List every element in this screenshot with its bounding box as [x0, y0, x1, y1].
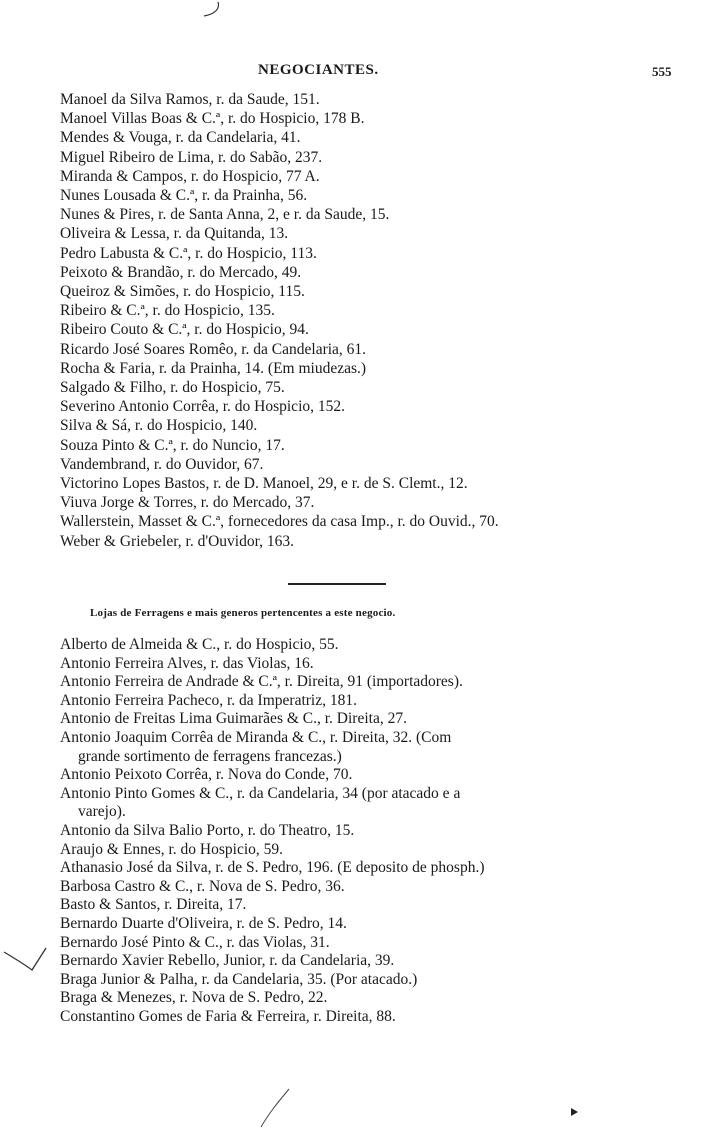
list-item: Nunes & Pires, r. de Santa Anna, 2, e r. da Saude, 15.	[60, 206, 390, 224]
margin-check-mark	[0, 940, 60, 980]
list-item: Bernardo José Pinto & C., r. das Violas, 31.	[60, 933, 330, 951]
entry-continuation: grande sortimento de ferragens francezas.)	[78, 747, 342, 765]
list-item: Ricardo José Soares Romêo, r. da Candelaria, 61.	[60, 340, 367, 358]
list-item: Vandembrand, r. do Ouvidor, 67.	[60, 455, 264, 473]
list-item: Rocha & Faria, r. da Prainha, 14. (Em miudezas.)	[60, 359, 367, 377]
pencil-mark-top	[200, 0, 230, 22]
list-item: Victorino Lopes Bastos, r. de D. Manoel, 29, e r. de S. Clemt., 12.	[60, 475, 468, 493]
list-item	[60, 785, 620, 822]
list-item: Braga Junior & Palha, r. da Candelaria, 35. (Por atacado.)	[60, 970, 418, 988]
list-item: Alberto de Almeida & C., r. do Hospicio, 55.	[60, 636, 339, 653]
pencil-mark-bottom	[255, 1085, 295, 1130]
list-item: Viuva Jorge & Torres, r. do Mercado, 37.	[60, 494, 315, 512]
list-item: Antonio de Freitas Lima Guimarães & C., r. Direita, 27.	[60, 710, 407, 728]
list-item: Athanasio José da Silva, r. de S. Pedro, 196. (E deposito de phosph.)	[60, 859, 485, 877]
list-item: Salgado & Filho, r. do Hospicio, 75.	[60, 379, 285, 397]
list-item: Severino Antonio Corrêa, r. do Hospicio, 152.	[60, 398, 345, 416]
list-item: Antonio Ferreira Pacheco, r. da Imperatriz, 181.	[60, 691, 357, 709]
list-item: Miranda & Campos, r. do Hospicio, 77 A.	[60, 167, 320, 185]
entry-line: Antonio Pinto Gomes & C., r. da Candelaria, 34 (por atacado e a	[60, 784, 461, 802]
list-item: Ribeiro & C.ª, r. do Hospicio, 135.	[60, 302, 275, 320]
list-item: Wallerstein, Masset & C.ª, fornecedores da casa Imp., r. do Ouvid., 70.	[60, 513, 499, 531]
list-item: Basto & Santos, r. Direita, 17.	[60, 896, 247, 914]
list-item: Weber & Griebeler, r. d'Ouvidor, 163.	[60, 532, 295, 550]
list-item: Constantino Gomes de Faria & Ferreira, r. Direita, 88.	[60, 1007, 396, 1025]
ink-speck-bottom-right	[568, 1105, 582, 1119]
list-item: Bernardo Xavier Rebello, Junior, r. da Candelaria, 39.	[60, 952, 395, 970]
section-title: NEGOCIANTES.	[258, 62, 379, 78]
list-item: Manoel Villas Boas & C.ª, r. do Hospicio, 178 B.	[60, 110, 365, 128]
list-item: Mendes & Vouga, r. da Candelaria, 41.	[60, 129, 301, 147]
negociantes-list	[60, 90, 640, 551]
list-item: Braga & Menezes, r. Nova de S. Pedro, 22.	[60, 989, 328, 1007]
subsection-heading: Lojas de Ferragens e mais generos pertencentes a este negocio.	[90, 607, 396, 619]
list-item: Peixoto & Brandão, r. do Mercado, 49.	[60, 263, 302, 281]
list-item: Ribeiro Couto & C.ª, r. do Hospicio, 94.	[60, 321, 309, 339]
list-item: Souza Pinto & C.ª, r. do Nuncio, 17.	[60, 436, 285, 454]
ferragens-list	[60, 636, 640, 1026]
list-item: Araujo & Ennes, r. do Hospicio, 59.	[60, 840, 284, 858]
page-number: 555	[652, 64, 672, 79]
list-item: Miguel Ribeiro de Lima, r. do Sabão, 237.	[60, 148, 323, 166]
list-item: Bernardo Duarte d'Oliveira, r. de S. Pedro, 14.	[60, 914, 347, 932]
list-item: Antonio Peixoto Corrêa, r. Nova do Conde, 70.	[60, 766, 353, 784]
list-item: Barbosa Castro & C., r. Nova de S. Pedro, 36.	[60, 877, 345, 895]
list-item: Pedro Labusta & C.ª, r. do Hospicio, 113.	[60, 244, 317, 262]
entry-line: Antonio Joaquim Corrêa de Miranda & C., r. Direita, 32. (Com	[60, 728, 452, 746]
entry-continuation: varejo).	[78, 803, 126, 821]
list-item: Queiroz & Simões, r. do Hospicio, 115.	[60, 283, 305, 301]
list-item: Silva & Sá, r. do Hospicio, 140.	[60, 417, 258, 435]
list-item: Antonio da Silva Balio Porto, r. do Theatro, 15.	[60, 821, 355, 839]
page-header	[0, 62, 704, 84]
section-divider	[288, 583, 386, 585]
list-item: Nunes Lousada & C.ª, r. da Prainha, 56.	[60, 187, 308, 205]
list-item: Antonio Ferreira Alves, r. das Violas, 16.	[60, 654, 314, 672]
list-item: Manoel da Silva Ramos, r. da Saude, 151.	[60, 91, 320, 108]
list-item: Antonio Ferreira de Andrade & C.ª, r. Direita, 91 (importadores).	[60, 673, 463, 691]
list-item	[60, 729, 620, 766]
list-item: Oliveira & Lessa, r. da Quitanda, 13.	[60, 225, 289, 243]
